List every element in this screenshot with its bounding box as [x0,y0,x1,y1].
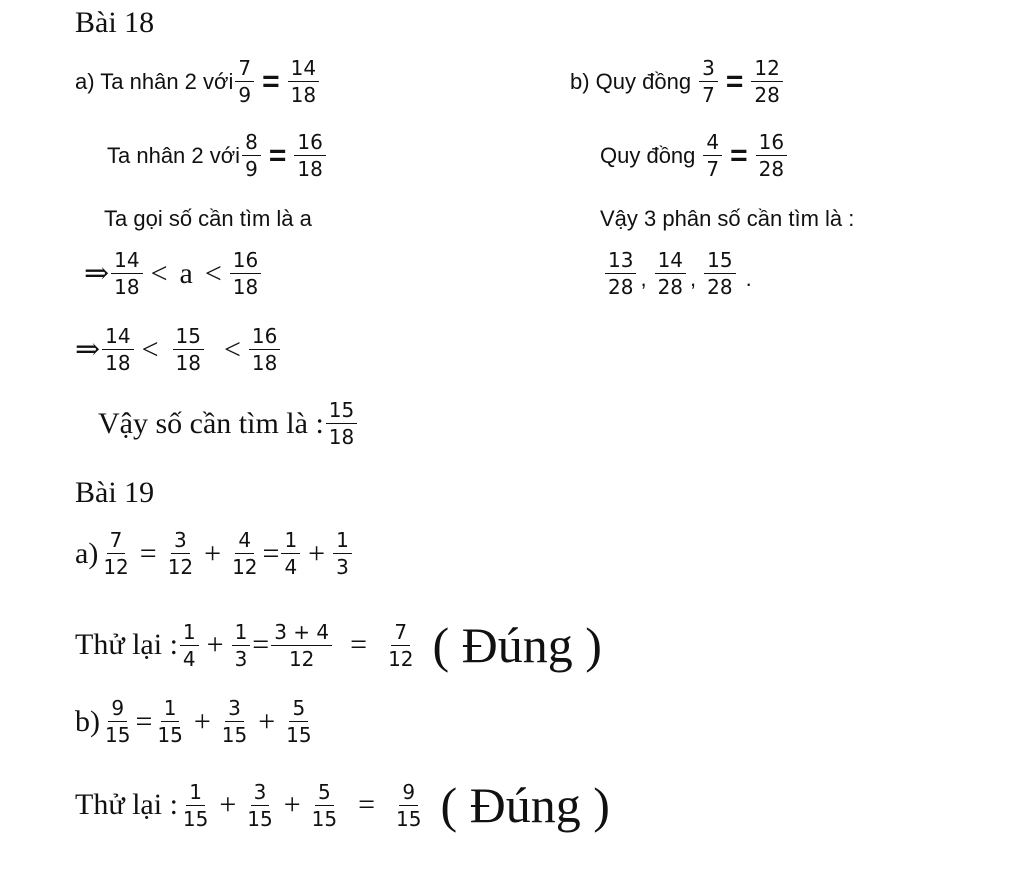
fraction: $\frac{1}{4}$ [180,622,199,669]
comma: , [690,265,697,291]
fraction: $\frac{8}{9}$ [242,132,261,179]
less-than-sign: < [141,332,159,366]
fraction: $\frac{9}{15}$ [105,696,131,747]
bai18-a-line4 [84,250,263,297]
fraction: $\frac{3}{15}$ [221,696,248,747]
bai19-a-line [75,530,354,577]
equals-sign: = [139,536,157,570]
fraction: $\frac{16}{18}$ [230,250,261,297]
equals-sign: = [135,704,153,738]
bai18-a-line5 [75,326,282,373]
fraction: $\frac{1}{3}$ [232,622,251,669]
fraction: $\frac{5}{15}$ [286,696,312,747]
equals-sign: = [252,628,270,661]
verdict-text: ( Đúng ) [440,777,610,833]
fraction: $\frac{1}{3}$ [333,530,352,577]
plus-sign: + [258,704,276,738]
bai18-a-answer-text: Vậy số cần tìm là : [98,406,324,440]
fraction: $\frac{1}{4}$ [281,530,300,577]
fraction: $\frac{9}{15}$ [396,779,422,831]
fraction: $\frac{16}{28}$ [756,132,787,179]
bai18-a-line1-text: a) Ta nhân 2 với [75,68,234,94]
variable-a: a [179,256,193,290]
less-than-sign: < [223,332,241,366]
fraction: $\frac{3}{12}$ [167,528,194,579]
fraction: $\frac{14}{18}$ [102,326,133,373]
bai18-a-line1 [75,58,321,105]
equals-sign: = [262,64,280,98]
verdict-text: ( Đúng ) [432,617,602,673]
bai18-b-line1-text: b) Quy đồng [570,68,692,94]
fraction: $\frac{16}{18}$ [294,132,325,179]
fraction: $\frac{13}{28}$ [605,250,636,297]
fraction: $\frac{7}{12}$ [103,528,129,579]
fraction: $\frac{5}{15}$ [311,779,338,831]
period: . [745,265,752,291]
plus-sign: + [219,788,237,821]
fraction: $\frac{15}{18}$ [173,326,204,373]
fraction: $\frac{14}{28}$ [655,250,686,297]
bai18-b-fractions [603,250,752,297]
fraction: $\frac{4}{7}$ [703,132,722,179]
bai18-b-line3: Vậy 3 phân số cần tìm là : [600,206,855,231]
bai18-a-answer [98,400,359,447]
plus-sign: + [206,628,224,661]
fraction: $\frac{3}{7}$ [699,58,718,105]
implies-arrow: ⇒ [75,333,101,366]
fraction: $\frac{3 + 4}{12}$ [271,622,332,669]
plus-sign: + [193,704,211,738]
fraction: $\frac{16}{18}$ [249,326,280,373]
fraction: $\frac{4}{12}$ [232,528,258,579]
check-label: Thử lại : [75,628,178,661]
fraction: $\frac{12}{28}$ [751,58,782,105]
bai19-b-label: b) [75,704,100,738]
plus-sign: + [283,788,301,821]
bai18-a-line2 [107,132,328,179]
fraction: $\frac{1}{15}$ [182,779,209,831]
comma: , [640,265,647,291]
bai19-b-check [75,776,610,834]
fraction: $\frac{15}{18}$ [326,400,357,447]
plus-sign: + [204,536,222,570]
fraction: $\frac{7}{9}$ [235,58,254,105]
fraction: $\frac{15}{28}$ [704,250,735,297]
plus-sign: + [308,536,326,570]
less-than-sign: < [150,256,168,290]
equals-sign: = [358,788,376,821]
equals-sign: = [350,628,368,661]
check-label: Thử lại : [75,788,178,821]
fraction: $\frac{1}{15}$ [157,696,183,747]
bai19-a-label: a) [75,536,99,570]
equals-sign: = [268,138,287,172]
fraction: $\frac{3}{15}$ [247,779,273,831]
equals-sign: = [262,536,280,570]
bai19-b-line [75,698,317,745]
equals-sign: = [725,64,744,98]
bai18-a-line2-text: Ta nhân 2 với [107,142,241,168]
fraction: $\frac{14}{18}$ [288,58,319,105]
bai19-a-check [75,616,602,674]
fraction: $\frac{14}{18}$ [111,250,142,297]
bai18-b-line2 [600,132,789,179]
bai18-a-line3: Ta gọi số cần tìm là a [104,206,312,231]
fraction: $\frac{7}{12}$ [388,619,414,671]
less-than-sign: < [204,256,222,290]
equals-sign: = [730,138,748,172]
bai18-b-line1 [570,58,785,105]
bai19-title: Bài 19 [75,476,155,509]
bai18-title: Bài 18 [75,6,155,39]
implies-arrow: ⇒ [84,257,110,290]
bai18-b-line2-text: Quy đồng [600,142,696,168]
